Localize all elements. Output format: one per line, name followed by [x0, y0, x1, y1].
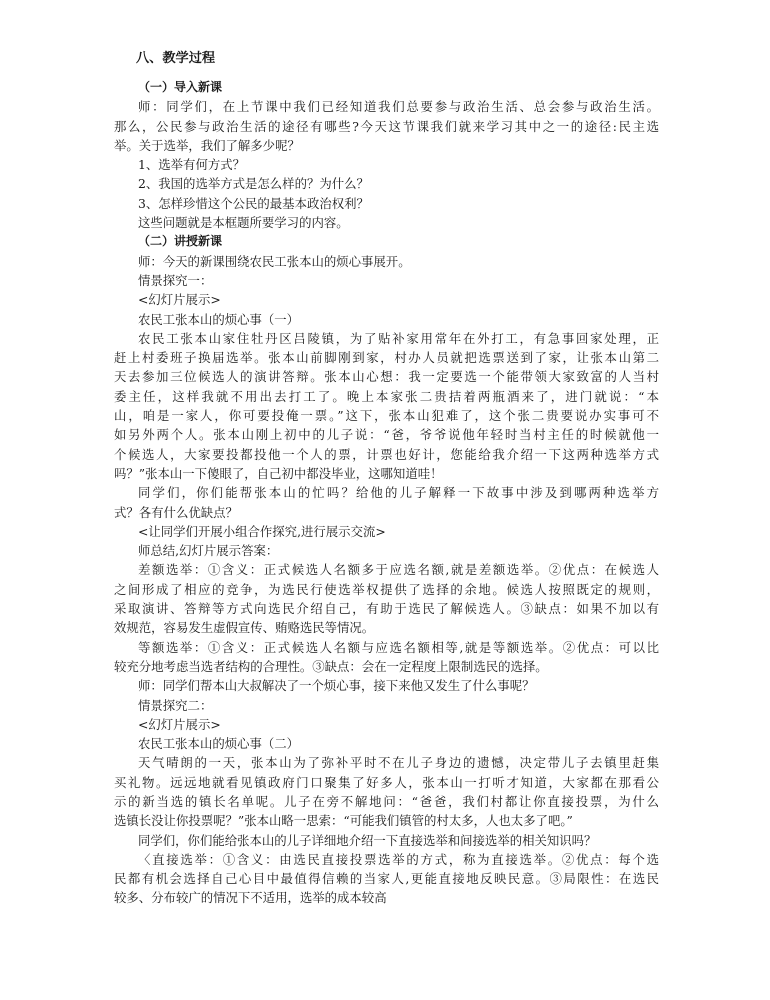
page-heading: 八、教学过程: [136, 51, 216, 66]
paragraph-line: 农民工张本山的烦心事（一）: [138, 311, 300, 327]
paragraph-line: 农民工张本山家住牡丹区吕陵镇，为了贴补家用常年在外打工，有急事回家处理，正: [138, 330, 659, 346]
paragraph-line: 师：同学们帮本山大叔解决了一个烦心事，接下来他又发生了什么事呢？: [138, 678, 535, 694]
document-body: [114, 78, 659, 908]
paragraph-line: 赶上村委班子换届选举。张本山前脚刚到家，村办人员就把选票送到了家，让张本山第二: [114, 350, 659, 366]
paragraph-line: 示的新当选的镇长名单呢。儿子在旁不解地问：“爸爸，我们村都让你直接投票，为什么: [114, 793, 659, 809]
paragraph-line: 3、怎样珍惜这个公民的最基本政治权利？: [138, 195, 369, 211]
paragraph-line: <幻灯片展示>: [138, 716, 221, 732]
section-title: （一）导入新课: [138, 80, 223, 94]
paragraph-line: 天去参加三位候选人的演讲答辩。张本山心想：我一定要选一个能带领大家致富的人当村: [114, 369, 659, 385]
paragraph-line: <幻灯片展示>: [138, 292, 221, 308]
paragraph-line: 选镇长没让你投票呢？”张本山略一思索：“可能我们镇管的村太多，人也太多了吧。”: [114, 813, 573, 829]
paragraph-line: 如另外两个人。张本山刚上初中的儿子说：“爸，爷爷说他年轻时当村主任的时候就他一: [114, 427, 659, 443]
paragraph-line: 较多、分布较广的情况下不适用，选举的成本较高: [114, 890, 387, 906]
paragraph-line: 同学们，你们能给张本山的儿子详细地介绍一下直接选举和间接选举的相关知识吗？: [138, 832, 597, 848]
paragraph-line: 这些问题就是本框题所要学习的内容。: [138, 215, 349, 231]
paragraph-line: 民都有机会选择自己心目中最值得信赖的当家人,更能直接地反映民意。③局限性：在选民: [114, 871, 659, 887]
paragraph-line: 举。关于选举，我们了解多少呢？: [114, 137, 300, 153]
paragraph-line: 师总结,幻灯片展示答案：: [138, 543, 279, 559]
paragraph-line: 较充分地考虑当选者结构的合理性。③缺点：会在一定程度上限制选民的选择。: [114, 658, 548, 674]
paragraph-line: 买礼物。远远地就看见镇政府门口聚集了好多人，张本山一打听才知道，大家都在那看公: [114, 774, 659, 790]
paragraph-line: 委主任，这样我就不用出去打工了。晚上本家张二贵拮着两瓶酒来了，进门就说：“本: [114, 388, 659, 404]
paragraph-line: 山，咱是一家人，你可要投俺一票。”这下，张本山犯难了，这个张二贵要说办实事可不: [114, 408, 659, 424]
paragraph-line: 师：同学们，在上节课中我们已经知道我们总要参与政治生活、总会参与政治生活。: [138, 99, 659, 115]
paragraph-line: 吗？”张本山一下傻眼了，自己初中都没毕业，这哪知道哇！: [114, 465, 443, 481]
paragraph-line: 差额选举：①含义：正式候选人名额多于应选名额,就是差额选举。②优点：在候选人: [138, 562, 659, 578]
paragraph-line: 个候选人，大家要投都投他一个人的票，计票也好计，您能给我介绍一下这两种选举方式: [114, 446, 659, 462]
paragraph-line: 师：今天的新课围绕农民工张本山的烦心事展开。: [138, 253, 411, 269]
paragraph-line: 之间形成了相应的竞争，为选民行使选举权提供了选择的余地。候选人按照既定的规则，: [114, 581, 659, 597]
paragraph-line: 2、我国的选举方式是怎么样的？为什么？: [138, 176, 369, 192]
paragraph-line: 采取演讲、答辩等方式向选民介绍自己，有助于选民了解候选人。③缺点：如果不加以有: [114, 601, 659, 617]
paragraph-line: 〈直接选举：①含义：由选民直接投票选举的方式，称为直接选举。②优点：每个选: [138, 851, 659, 867]
paragraph-line: 那么，公民参与政治生活的途径有哪些?今天这节课我们就来学习其中之一的途径:民主选: [114, 118, 659, 134]
paragraph-line: 1、选举有何方式？: [138, 157, 246, 173]
section-title: （二）讲授新课: [138, 234, 223, 249]
paragraph-line: <让同学们开展小组合作探究,进行展示交流>: [138, 523, 386, 539]
document-page: [114, 48, 659, 908]
paragraph-line: 情景探究一：: [138, 272, 213, 288]
paragraph-line: 同学们，你们能帮张本山的忙吗？给他的儿子解释一下故事中涉及到哪两种选举方: [138, 485, 659, 501]
paragraph-line: 天气晴朗的一天，张本山为了弥补平时不在儿子身边的遗憾，决定带儿子去镇里赶集: [138, 755, 659, 771]
paragraph-line: 农民工张本山的烦心事（二）: [138, 736, 300, 752]
paragraph-line: 式？各有什么优缺点？: [114, 504, 238, 520]
paragraph-line: 效规范，容易发生虚假宣传、贿赂选民等情况。: [114, 620, 375, 636]
paragraph-line: 情景探究二：: [138, 697, 213, 713]
paragraph-line: 等额选举：①含义：正式候选人名额与应选名额相等,就是等额选举。②优点：可以比: [138, 639, 659, 655]
